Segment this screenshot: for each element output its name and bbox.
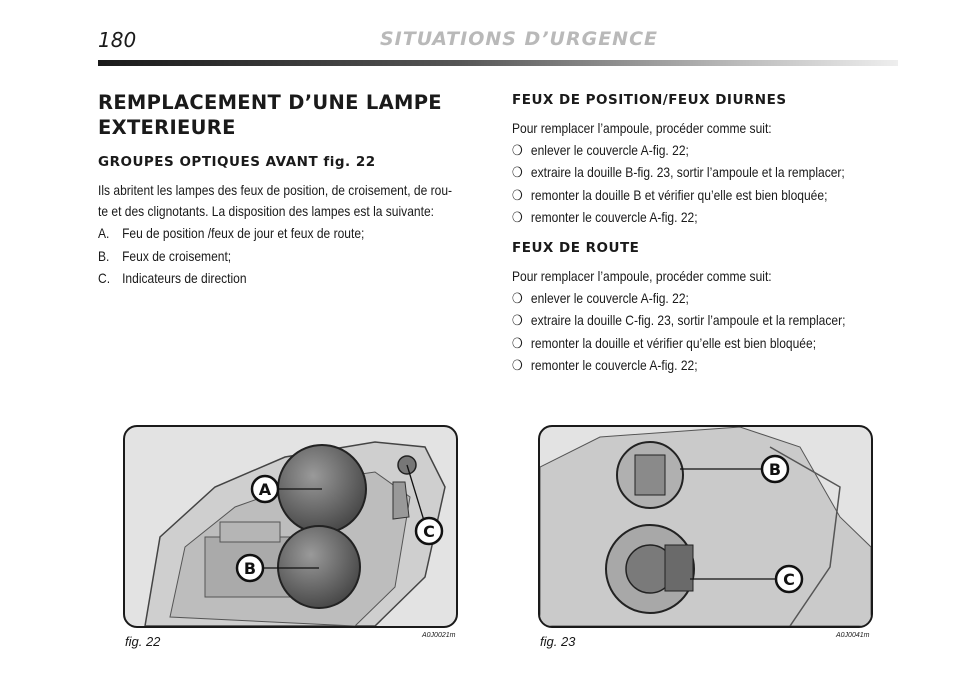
list-item — [512, 140, 845, 163]
section-heading — [98, 90, 442, 140]
bullet-icon: ❍ — [512, 165, 523, 181]
bullet-icon: ❍ — [512, 313, 523, 329]
headlamp-illustration — [125, 427, 456, 626]
list-item — [512, 355, 845, 378]
list-marker: B. — [98, 247, 110, 264]
list-text: remonter la douille B et vérifier qu’elle est bien bloquée; — [530, 186, 828, 203]
list-item — [512, 185, 845, 208]
list-item — [512, 310, 845, 333]
list-text: remonter le couvercle A-fig. 22; — [530, 209, 698, 225]
figure-23-code: A0J0041m — [836, 632, 870, 639]
subheading-groupes-optiques: GROUPES OPTIQUES AVANT fig. 22 — [98, 154, 376, 170]
procedure-intro: Pour remplacer l’ampoule, procéder comme suit: — [512, 268, 772, 284]
callout-a — [252, 476, 278, 502]
callout-label: C — [423, 522, 435, 541]
list-item — [512, 288, 845, 311]
paragraph-line: Ils abritent les lampes des feux de position, de croisement, de rou- — [98, 182, 453, 198]
header-rule — [98, 60, 898, 66]
cover-b — [278, 526, 360, 608]
bullet-icon: ❍ — [512, 358, 523, 374]
bullet-icon: ❍ — [512, 290, 523, 307]
callout-label: B — [768, 460, 782, 479]
lamp-list — [98, 222, 364, 290]
list-item — [512, 207, 845, 230]
callout-c — [776, 566, 802, 592]
figure-22-headlamp-rear — [123, 425, 458, 628]
callout-c — [416, 518, 442, 544]
callout-label: A — [258, 480, 272, 499]
bullet-icon: ❍ — [512, 335, 523, 352]
callout-b — [762, 456, 788, 482]
procedure-route — [512, 266, 845, 378]
figure-23-caption: fig. 23 — [540, 634, 576, 649]
section-heading-line-2: EXTERIEURE — [98, 116, 236, 139]
section-heading-line-1: REMPLACEMENT D’UNE LAMPE — [98, 91, 442, 114]
bullet-icon: ❍ — [512, 142, 523, 159]
list-text: enlever le couvercle A-fig. 22; — [530, 141, 689, 158]
list-item — [98, 267, 364, 290]
list-marker: C. — [98, 270, 111, 286]
running-title: SITUATIONS D’URGENCE — [380, 28, 659, 50]
list-text: remonter le couvercle A-fig. 22; — [530, 357, 698, 373]
page-number: 180 — [98, 28, 137, 52]
bullet-icon: ❍ — [512, 187, 523, 204]
list-text: enlever le couvercle A-fig. 22; — [530, 289, 689, 306]
sockets-illustration — [540, 427, 871, 626]
list-text: Indicateurs de direction — [122, 270, 247, 286]
list-text: remonter la douille et vérifier qu’elle est bien bloquée; — [530, 334, 817, 351]
subheading-feux-position: FEUX DE POSITION/FEUX DIURNES — [512, 92, 787, 108]
procedure-intro: Pour remplacer l’ampoule, procéder comme suit: — [512, 120, 772, 136]
figure-22-code: A0J0021m — [422, 632, 456, 639]
figure-22-caption: fig. 22 — [125, 634, 161, 649]
list-item — [512, 333, 845, 356]
callout-label: B — [243, 559, 257, 578]
bullet-icon: ❍ — [512, 210, 523, 226]
list-item — [98, 245, 364, 268]
intro-paragraph — [98, 180, 452, 221]
list-text: Feu de position /feux de jour et feux de route; — [122, 225, 365, 241]
callout-label: C — [783, 570, 795, 589]
figure-23-lamp-sockets — [538, 425, 873, 628]
callout-b — [237, 555, 263, 581]
list-item — [512, 162, 845, 185]
list-marker: A. — [98, 225, 110, 241]
list-item — [98, 222, 364, 245]
procedure-position — [512, 118, 845, 230]
list-text: Feux de croisement; — [122, 247, 232, 264]
list-text: extraire la douille B-fig. 23, sortir l’ampoule et la remplacer; — [530, 164, 845, 180]
list-text: extraire la douille C-fig. 23, sortir l’ampoule et la remplacer; — [530, 312, 846, 328]
paragraph-line: te et des clignotants. La disposition des lampes est la suivante: — [98, 202, 434, 219]
subheading-feux-route: FEUX DE ROUTE — [512, 240, 640, 256]
